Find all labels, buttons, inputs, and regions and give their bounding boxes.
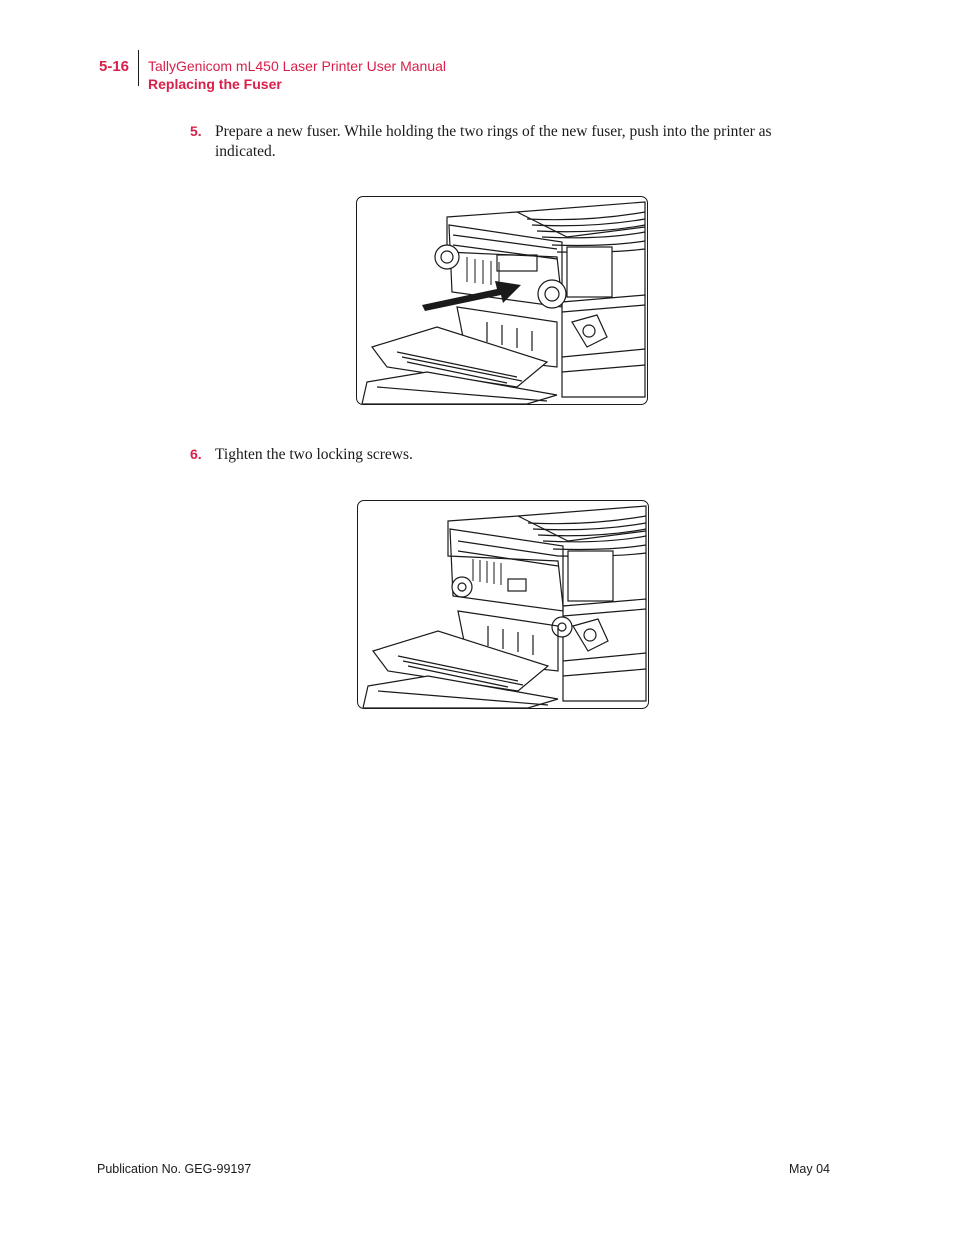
step-text: Prepare a new fuser. While holding the two rings of the new fuser, push into the printer as indicated.: [215, 123, 772, 160]
publication-date: May 04: [789, 1162, 830, 1176]
step-number: 6.: [190, 446, 202, 462]
figure-tighten-screws: [357, 500, 649, 709]
page-header: [0, 0, 954, 100]
page-number: 5-16: [99, 58, 130, 75]
step-5: [190, 122, 820, 161]
figure-insert-fuser: [356, 196, 648, 405]
step-number: 5.: [190, 123, 202, 139]
step-text: Tighten the two locking screws.: [215, 446, 413, 463]
publication-number: Publication No. GEG-99197: [97, 1162, 252, 1176]
section-title: Replacing the Fuser: [148, 76, 282, 92]
printer-illustration-push-fuser: [357, 197, 647, 404]
printer-illustration-tighten-screws: [358, 501, 648, 708]
step-6: [190, 445, 820, 465]
header-divider: [138, 50, 139, 86]
document-title: TallyGenicom mL450 Laser Printer User Manual: [148, 58, 447, 74]
